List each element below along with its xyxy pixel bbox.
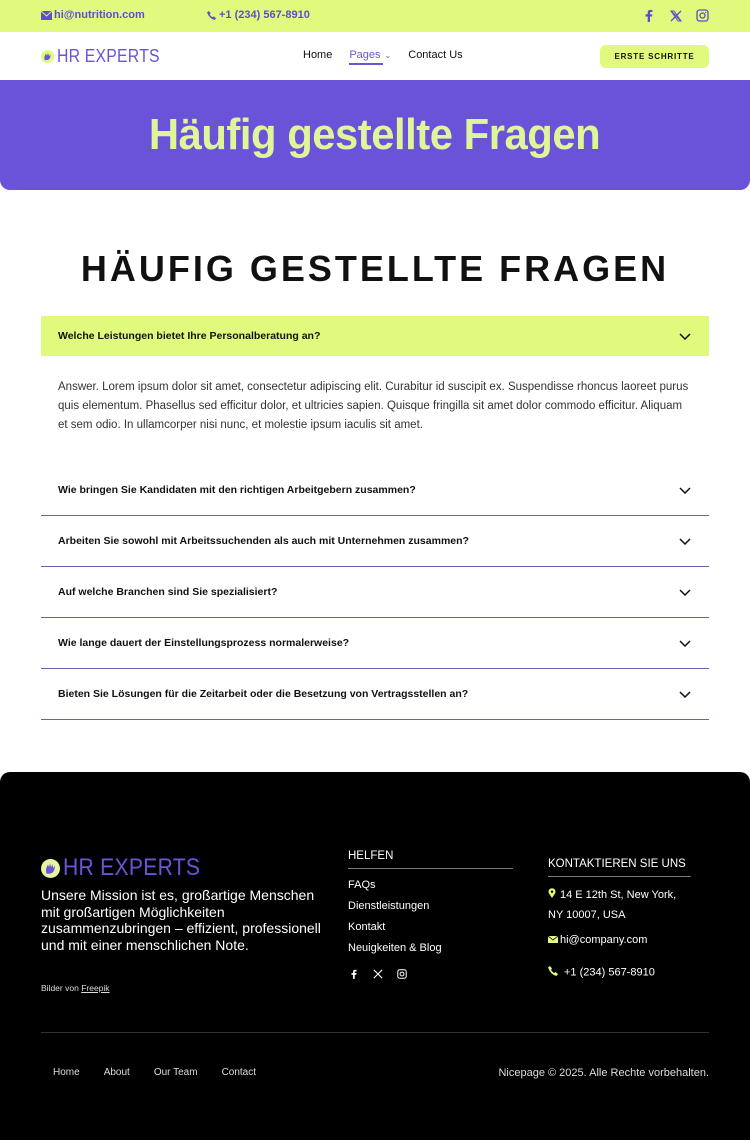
faq-question-text: Wie bringen Sie Kandidaten mit den richtigen Arbeitgebern zusammen? — [58, 484, 416, 496]
faq-question-text: Auf welche Branchen sind Sie spezialisiert? — [58, 586, 278, 598]
top-bar — [0, 0, 750, 32]
contact-email-text: hi@company.com — [560, 934, 648, 946]
faq-question-text: Arbeiten Sie sowohl mit Arbeitssuchenden als auch mit Unternehmen zusammen? — [58, 535, 469, 547]
faq-answer: Answer. Lorem ipsum dolor sit amet, consectetur adipiscing elit. Curabitur id suscipit ex. Suspendisse rhoncus laoreet purus quis elementum. Phasellus sed efficitur dolor, et ultricies sapien. Quisque fringilla sit amet dolor commodo efficitur. Aliquam et sem odio. In ullamcorper nisi nunc, et molestie ipsum iaculis sit amet. — [58, 381, 689, 431]
chevron-down-icon — [678, 585, 692, 599]
footer-link-contact[interactable]: Kontakt — [348, 921, 386, 933]
x-icon[interactable] — [668, 8, 683, 23]
topbar-phone[interactable] — [207, 9, 310, 21]
faq-item — [41, 618, 709, 669]
topbar-email[interactable] — [41, 9, 145, 21]
nav-item-label: Contact Us — [408, 49, 463, 61]
footer-divider — [41, 1032, 709, 1033]
faq-section-title: HÄUFIG GESTELLTE FRAGEN — [80, 248, 670, 289]
logo[interactable] — [41, 46, 174, 67]
active-underline — [349, 63, 383, 65]
chevron-down-icon — [678, 329, 692, 343]
facebook-icon[interactable] — [348, 968, 360, 980]
x-icon[interactable] — [372, 968, 384, 980]
copyright: Nicepage © 2025. Alle Rechte vorbehalten. — [498, 1067, 709, 1079]
nav-item-pages[interactable] — [349, 49, 391, 61]
contact-phone-text: +1 (234) 567-8910 — [564, 966, 655, 979]
logo-text: HR EXPERTS — [57, 46, 160, 66]
contact-column-title: KONTAKTIEREN SIE UNS — [548, 858, 691, 877]
contact-email[interactable] — [548, 934, 647, 946]
faq-item — [41, 567, 709, 618]
footer-nav-contact[interactable]: Contact — [221, 1067, 257, 1078]
faq-item — [41, 669, 709, 720]
footer-link-faqs[interactable]: FAQs — [348, 879, 376, 891]
help-column-title: HELFEN — [348, 850, 513, 869]
nav-menu — [303, 49, 480, 61]
chevron-down-icon — [678, 483, 692, 497]
footer-socials — [348, 968, 408, 980]
hand-logo-icon — [41, 50, 54, 63]
mission-statement: Unsere Mission ist es, großartige Menschen mit großartigen Möglichkeiten zusammenzubringen – effizient, professionell und mit einer menschlichen Note. — [41, 887, 321, 953]
hero-banner — [0, 80, 750, 190]
footer-link-news-blog[interactable]: Neuigkeiten & Blog — [348, 942, 442, 954]
chevron-down-icon — [678, 636, 692, 650]
nav-item-contact-us[interactable] — [408, 49, 462, 61]
faq-item — [41, 516, 709, 567]
image-credits — [41, 983, 110, 993]
mail-icon — [41, 11, 52, 20]
nav-item-home[interactable] — [303, 49, 332, 61]
chevron-down-icon — [678, 534, 692, 548]
faq-question-toggle[interactable] — [41, 316, 709, 356]
instagram-icon[interactable] — [695, 8, 710, 23]
address-line-1: 14 E 12th St, New York, — [560, 889, 677, 901]
help-links — [348, 879, 442, 963]
chevron-down-icon: ⌄ — [384, 51, 392, 60]
chevron-down-icon — [678, 687, 692, 701]
phone-icon — [207, 11, 216, 20]
freepik-link[interactable]: Freepik — [81, 983, 110, 993]
contact-address — [548, 885, 676, 925]
nav-item-label: Pages — [349, 49, 381, 61]
footer-nav-our-team[interactable]: Our Team — [153, 1067, 198, 1078]
faq-question-text: Bieten Sie Lösungen für die Zeitarbeit oder die Besetzung von Vertragsstellen an? — [58, 688, 469, 700]
footer-link-services[interactable]: Dienstleistungen — [348, 900, 430, 912]
faq-question-text: Welche Leistungen bietet Ihre Personalberatung an? — [58, 330, 321, 342]
footer — [0, 772, 750, 1140]
faq-question-toggle[interactable] — [41, 567, 709, 618]
address-line-2: NY 10007, USA — [548, 909, 626, 922]
hand-logo-icon — [41, 859, 60, 878]
footer-nav-about[interactable]: About — [103, 1067, 130, 1078]
footer-bottom-nav — [53, 1067, 256, 1078]
main-nav — [0, 32, 750, 80]
get-started-button[interactable]: ERSTE SCHRITTE — [600, 45, 709, 68]
phone-icon — [548, 966, 564, 979]
facebook-icon[interactable] — [641, 8, 656, 23]
topbar-email-text: hi@nutrition.com — [54, 9, 145, 21]
footer-logo[interactable] — [41, 854, 219, 882]
faq-question-toggle[interactable] — [41, 669, 709, 720]
faq-question-text: Wie lange dauert der Einstellungsprozess normalerweise? — [58, 637, 350, 649]
faq-item-expanded — [41, 316, 709, 435]
map-pin-icon — [548, 885, 560, 905]
footer-nav-home[interactable]: Home — [53, 1067, 80, 1078]
topbar-socials — [641, 8, 710, 23]
contact-phone[interactable] — [548, 966, 655, 979]
mail-icon — [548, 934, 560, 946]
faq-question-toggle[interactable] — [41, 465, 709, 516]
footer-logo-text: HR EXPERTS — [63, 854, 201, 881]
credits-prefix: Bilder von — [41, 983, 79, 993]
faq-item — [41, 465, 709, 516]
instagram-icon[interactable] — [396, 968, 408, 980]
hero-title: Häufig gestellte Fragen — [149, 110, 601, 159]
topbar-phone-text: +1 (234) 567-8910 — [219, 9, 310, 21]
faq-question-toggle[interactable] — [41, 516, 709, 567]
nav-item-label: Home — [303, 49, 333, 61]
faq-question-toggle[interactable] — [41, 618, 709, 669]
